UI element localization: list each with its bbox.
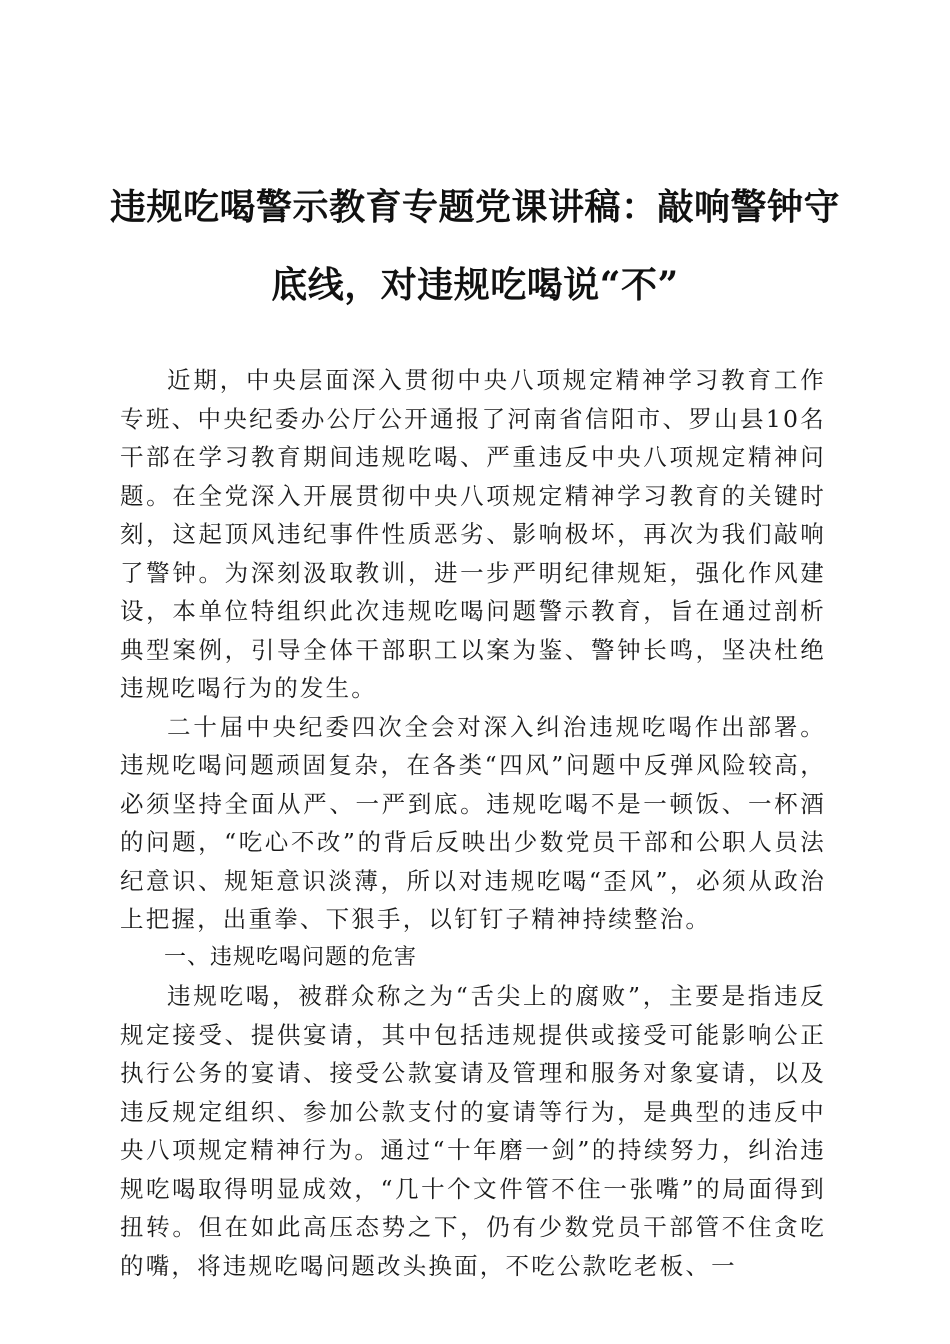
- document-title: [110, 168, 840, 324]
- title-line-2: 底线，对违规吃喝说“不”: [271, 264, 679, 306]
- intro-paragraph: 近期，中央层面深入贯彻中央八项规定精神学习教育工作专班、中央纪委办公厅公开通报了河南省信阳市、罗山县10名干部在学习教育期间违规吃喝、严重违反中央八项规定精神问题。在全党深入开展贯彻中央八项规定精神学习教育的关键时刻，这起顶风违纪事件性质恶劣、影响极坏，再次为我们敲响了警钟。为深刻汲取教训，进一步严明纪律规矩，强化作风建设，本单位特组织此次违规吃喝问题警示教育，旨在通过剖析典型案例，引导全体干部职工以案为鉴、警钟长鸣，坚决杜绝违规吃喝行为的发生。: [120, 366, 826, 702]
- document-body: [120, 361, 826, 1285]
- title-line-1: 违规吃喝警示教育专题党课讲稿：敲响警钟守: [110, 186, 841, 228]
- section-heading: 一、违规吃喝问题的危害: [164, 944, 418, 970]
- background-paragraph: 二十届中央纪委四次全会对深入纠治违规吃喝作出部署。违规吃喝问题顽固复杂，在各类“四风”问题中反弹风险较高，必须坚持全面从严、一严到底。违规吃喝不是一顿饭、一杯酒的问题，“吃心不改”的背后反映出少数党员干部和公职人员法纪意识、规矩意识淡薄，所以对违规吃喝“歪风”，必须从政治上把握，出重拳、下狠手，以钉钉子精神持续整治。: [120, 712, 826, 933]
- section-paragraph: 违规吃喝，被群众称之为“舌尖上的腐败”，主要是指违反规定接受、提供宴请，其中包括违规提供或接受可能影响公正执行公务的宴请、接受公款宴请及管理和服务对象宴请，以及违反规定组织、参加公款支付的宴请等行为，是典型的违反中央八项规定精神行为。通过“十年磨一剑”的持续努力，纠治违规吃喝取得明显成效，“几十个文件管不住一张嘴”的局面得到扭转。但在如此高压态势之下，仍有少数党员干部管不住贪吃的嘴，将违规吃喝问题改头换面，不吃公款吃老板、一: [120, 982, 826, 1280]
